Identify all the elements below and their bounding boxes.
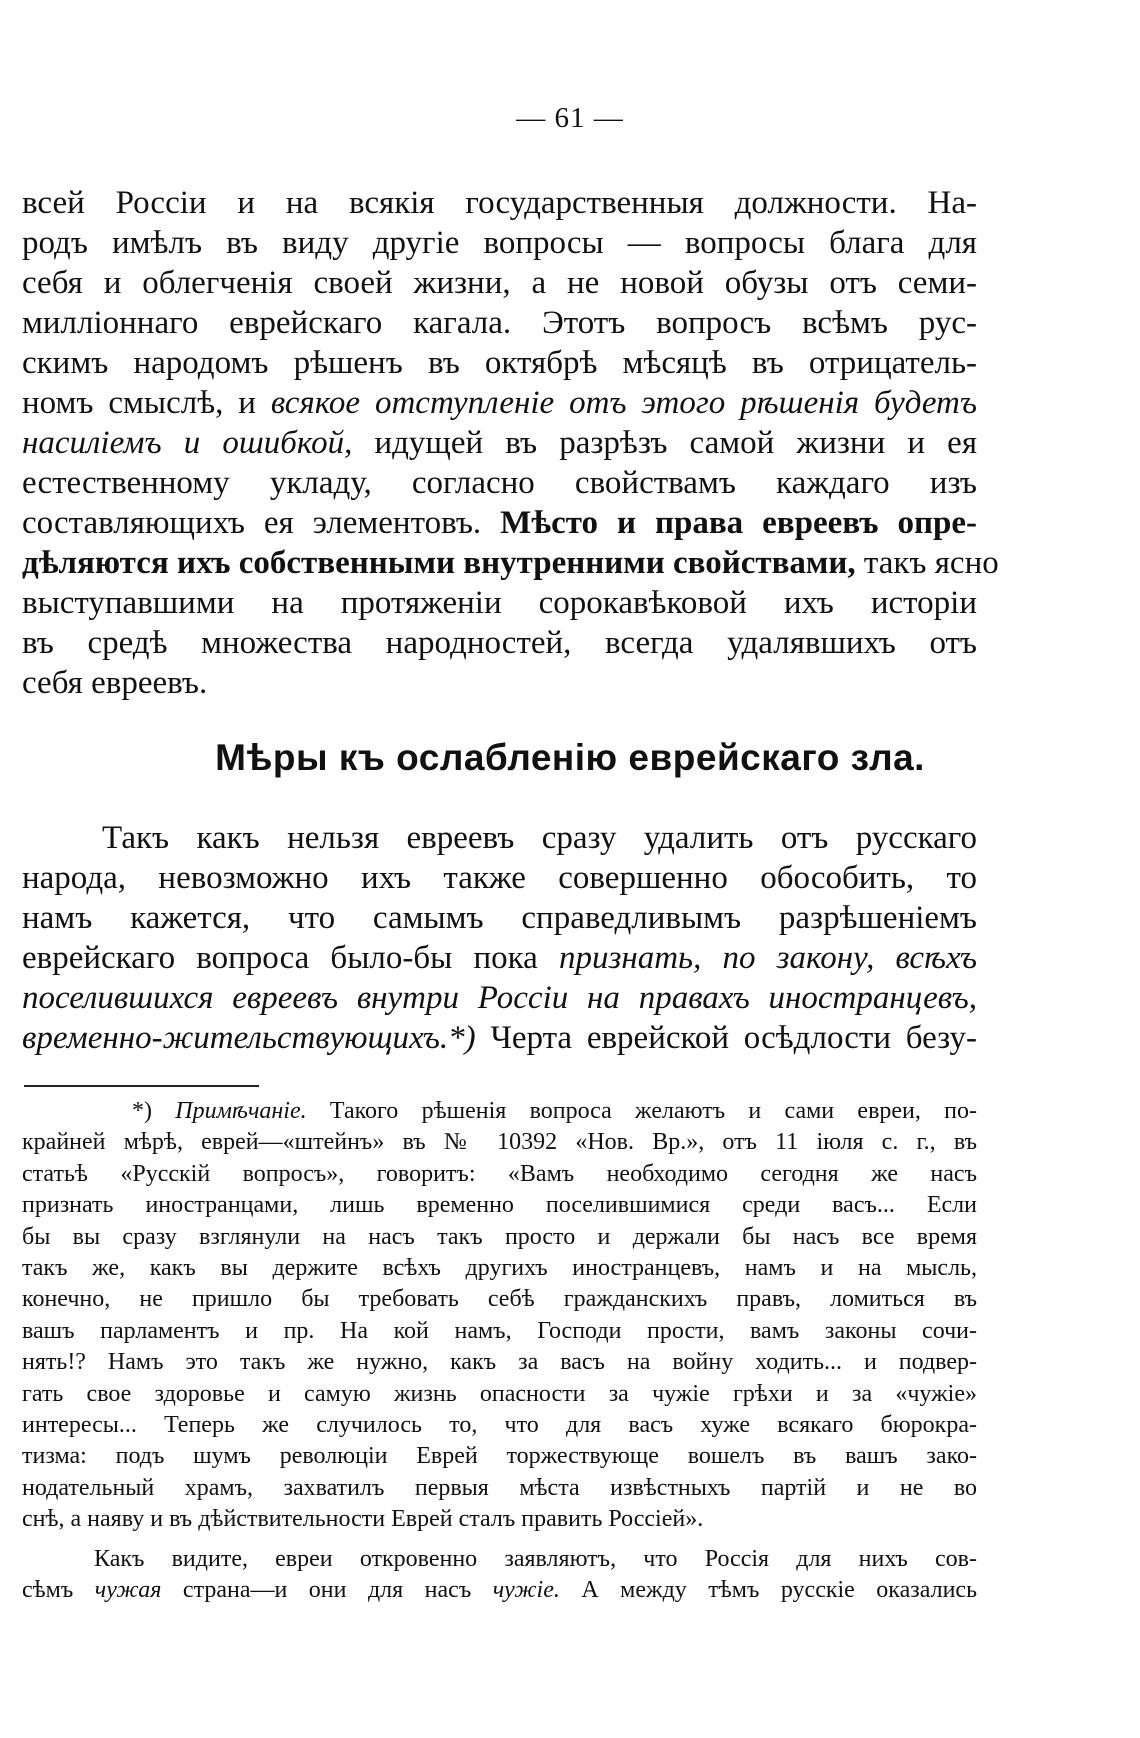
footnote-line: снѣ, а наяву и въ дѣйствительности Еврей сталъ править Россiей». <box>22 1506 704 1533</box>
text-line <box>22 938 977 978</box>
footnote-line: такъ же, какъ вы держите всѣхъ другихъ иностранцевъ, намъ и на мысль, <box>22 1255 977 1282</box>
bold-phrase: дѣляются ихъ собственными внутренними свойствами, <box>22 545 856 581</box>
footnote-line: конечно, не пришло бы требовать себѣ гражданскихъ правъ, ломиться въ <box>22 1286 977 1313</box>
text-run: Черта еврейской осѣдлости безу- <box>475 1020 977 1056</box>
text-line: миллiоннаго еврейскаго кагала. Этотъ вопросъ всѣмъ рус- <box>22 305 977 341</box>
text-run: составляющихъ ея элементовъ. <box>22 505 501 541</box>
text-line: себя евреевъ. <box>22 665 208 701</box>
footnote-line: признать иностранцами, лишь временно поселившимися среди васъ... Если <box>22 1192 977 1219</box>
text-run: номъ смыслѣ, и <box>22 385 271 421</box>
section-heading: Мѣры къ ослабленiю еврейскаго зла. <box>215 737 925 778</box>
text-line: намъ кажется, что самымъ справедливымъ разрѣшенiемъ <box>22 900 977 936</box>
italic-phrase: чужiе. <box>492 1577 560 1604</box>
footnote-line <box>22 1096 977 1127</box>
text-line: въ средѣ множества народностей, всегда удалявшихъ отъ <box>22 625 977 661</box>
footnote-line: статьѣ «Русскiй вопросъ», говоритъ: «Вамъ необходимо сегодня же насъ <box>22 1160 977 1187</box>
footnote-line: гать свое здоровье и самую жизнь опасности за чужiе грѣхи и за «чужiе» <box>22 1380 977 1407</box>
italic-phrase: признать, по закону, всѣхъ <box>558 940 977 976</box>
text-line <box>22 1018 977 1058</box>
text-line: себя и облегченiя своей жизни, а не новой обузы отъ семи- <box>22 265 977 301</box>
italic-phrase: всякое отступленiе отъ этого рѣшенiя будетъ <box>270 385 978 421</box>
text-line: выступавшими на протяженiи сорокавѣковой ихъ исторiи <box>22 585 977 621</box>
footnote-line <box>22 1575 977 1606</box>
italic-phrase: временно-жительствующихъ.*) <box>22 1020 476 1056</box>
footnote-line: нодательный храмъ, захватилъ первыя мѣста извѣстныхъ партiй и не во <box>22 1474 977 1501</box>
italic-phrase: поселившихся евреевъ внутри Россiи на правахъ иностранцевъ, <box>22 980 977 1016</box>
text-run: Такого рѣшенiя вопроса желаютъ и сами евреи, по- <box>306 1098 978 1124</box>
text-line <box>22 503 977 543</box>
text-line: естественному укладу, согласно свойствамъ каждаго изъ <box>22 465 977 501</box>
text-line: всей Россiи и на всякiя государственныя должности. На- <box>22 185 977 221</box>
footnote-divider <box>24 1085 259 1087</box>
page-number: — 61 — <box>516 102 624 134</box>
paragraph-gap <box>22 1536 977 1544</box>
paragraph-2 <box>22 818 977 1058</box>
footnote-line: интересы... Теперь же случилось то, что для васъ хуже всякаго бюрокра- <box>22 1412 977 1439</box>
footnote-line: крайней мѣрѣ, еврей—«штейнъ» въ № 10392 «Нов. Вр.», отъ 11 iюля с. г., въ <box>22 1129 977 1156</box>
footnote-line: Какъ видите, евреи откровенно заявляютъ, что Россiя для нихъ сов- <box>94 1545 977 1572</box>
text-run: сѣмъ <box>22 1577 95 1604</box>
footnote-line: вашъ парламентъ и пр. На кой намъ, Господи прости, вамъ законы сочи- <box>22 1317 977 1344</box>
text-run: А между тѣмъ русскiе оказались <box>559 1577 978 1604</box>
footnote-line: бы вы сразу взглянули на насъ такъ просто и держали бы насъ все время <box>22 1223 977 1250</box>
text-line <box>22 543 999 583</box>
text-line <box>22 383 977 423</box>
text-line: Такъ какъ нельзя евреевъ сразу удалить отъ русскаго <box>102 820 977 856</box>
italic-phrase: насилiемъ и ошибкой, <box>22 425 353 461</box>
footnote-line: нять!? Намъ это такъ же нужно, какъ за васъ на войну ходить... и подвер- <box>22 1349 977 1376</box>
footnote <box>22 1096 977 1607</box>
text-run: идущей въ разрѣзъ самой жизни и ея <box>352 425 978 461</box>
text-line: родъ имѣлъ въ виду другiе вопросы — вопросы блага для <box>22 225 977 261</box>
italic-phrase: Примѣчанiе. <box>175 1098 307 1124</box>
text-line <box>22 423 977 463</box>
paragraph-1 <box>22 183 999 703</box>
text-line <box>22 978 977 1018</box>
text-run: еврейскаго вопроса было-бы пока <box>22 940 559 976</box>
footnote-marker: *) <box>132 1098 176 1124</box>
text-run: страна—и они для насъ <box>161 1577 493 1604</box>
italic-phrase: чужая <box>94 1577 162 1604</box>
text-line: народа, невозможно ихъ также совершенно обособить, то <box>22 860 977 896</box>
text-run: такъ ясно <box>855 545 999 581</box>
text-line: скимъ народомъ рѣшенъ въ октябрѣ мѣсяцѣ въ отрицатель- <box>22 345 977 381</box>
footnote-line: тизма: подъ шумъ революцiи Еврей торжествующе вошелъ въ вашъ зако- <box>22 1443 977 1470</box>
bold-phrase: Мѣсто и права евреевъ опре- <box>500 505 977 541</box>
